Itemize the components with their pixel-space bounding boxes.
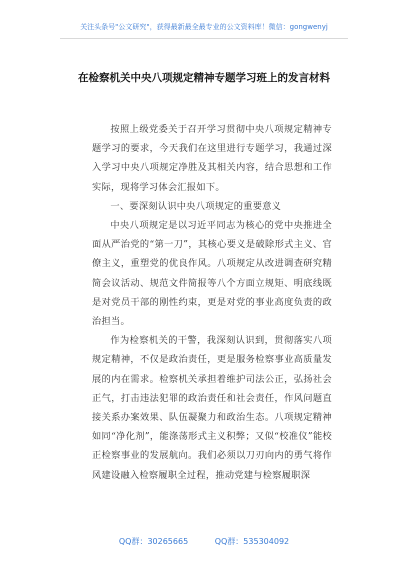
paragraph-intro: 按照上级党委关于召开学习贯彻中央八项规定精神专题学习的要求，今天我们在这里进行专题学习，我通过深入学习中央八项规定净胜及其相关内容，结合思想和工作实际，现将学习体会汇报如下。 [92,124,332,193]
footer-qq-1: QQ群：30265665 [118,537,189,546]
footer [0,536,408,547]
footer-qq-2: QQ群：535304092 [214,537,290,546]
document-title: 在检察机关中央八项规定精神专题学习班上的发言材料 [78,72,330,84]
section-heading: 一、要深刻认识中央八项规定的重要意义 [110,200,282,212]
paragraph-2: 作为检察机关的干警，我深刻认识到，贯彻落实八项规定精神，不仅是政治责任，更是服务检察事业高质量发展的内在需求。检察机关承担着维护司法公正，弘扬社会正气，打击违法犯罪的政治责任和社会责任，作风问题直接关系办案效果、队伍凝聚力和政治生态。八项规定精神如同“净化剂”，能涤荡形式主义积弊；又似“校准仪”能校正检察事业的发展航向。我们必须以刀刃向内的勇气将作风建设融入检察履职全过程，推动党建与检察履职深 [92,335,332,481]
header-banner: 关注头条号"公文研究"，获得最新最全最专业的公文资料库！微信：gongwenyj [80,23,328,31]
paragraph-1: 中央八项规定是以习近平同志为核心的党中央推进全面从严治党的“第一刀”，其核心要义是破除形式主义、官僚主义，重塑党的优良作风。八项规定从改进调查研究精简会议活动、规范文件简报等八个方面立规矩、明底线既是对党员干部的刚性约束，更是对党的事业高度负责的政治担当。 [92,220,332,328]
document-body [92,120,332,485]
header-divider [60,38,348,39]
